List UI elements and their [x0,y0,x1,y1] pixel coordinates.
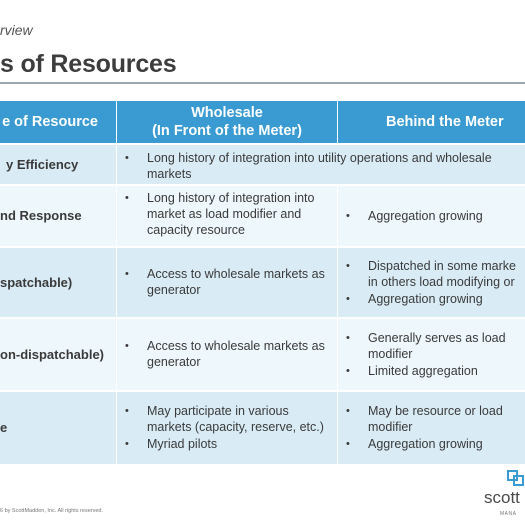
logo-wordmark: scott [484,488,520,507]
bullet-icon: • [346,405,350,417]
bullet-icon: • [125,192,129,204]
header-wholesale: Wholesale (In Front of the Meter) [117,101,337,143]
list-item: • Limited aggregation [346,363,478,378]
bullet-icon: • [125,268,129,280]
list-item: • Dispatched in some marke in others load modifying or [346,259,516,289]
bullet-icon: • [346,438,350,450]
cell-non-dispatchable-btm [338,319,525,390]
cell-non-dispatchable-wholesale [117,319,337,390]
row-label-dispatchable: spatchable) [0,248,116,317]
row-label-other: e [0,392,116,464]
logo-tagline: MANA [500,511,517,517]
list-item: • Generally serves as load modifier [346,330,506,361]
list-item: • Myriad pilots [125,437,218,451]
list-item: • Aggregation growing [346,437,483,451]
cell-dispatchable-wholesale [117,248,337,317]
bullet-icon: • [125,340,129,352]
list-item: • Access to wholesale markets as generator [125,267,325,297]
row-label-non-dispatchable: on-dispatchable) [0,319,116,390]
list-item: • Aggregation growing [346,292,483,306]
bullet-icon: • [125,405,129,417]
section-subtitle: rview [0,22,33,38]
copyright-footer: 6 by ScottMadden, Inc. All rights reserved. [0,508,104,514]
cell-other-btm [338,392,525,464]
header-type-of-resource: e of Resource [0,101,116,143]
bullet-icon: • [346,364,350,377]
bullet-icon: • [346,209,350,222]
list-item: • Access to wholesale markets as generator [125,339,325,369]
slide-title: s of Resources [0,50,177,78]
logo-mark-icon [484,470,525,490]
title-divider [0,82,525,84]
cell-dispatchable-btm [338,248,525,317]
cell-other-wholesale [117,392,337,464]
list-item: • May be resource or load modifier [346,404,503,434]
bullet-icon: • [125,438,129,450]
cell-demand-response-wholesale [117,186,337,246]
cell-demand-response-btm [338,186,525,246]
bullet-icon: • [346,331,350,344]
bullet-icon: • [125,152,129,164]
header-behind-the-meter: Behind the Meter [338,101,525,143]
list-item: • Long history of integration into market as load modifier and capacity resource [125,191,315,237]
row-label-energy-efficiency: y Efficiency [0,145,116,184]
resource-table [0,101,525,464]
list-item: • Aggregation growing [346,208,483,223]
cell-energy-efficiency-wholesale [117,145,525,184]
row-label-demand-response: nd Response [0,186,116,246]
bullet-icon: • [346,293,350,305]
company-logo [484,470,525,520]
list-item: • Long history of integration into utility operations and wholesale markets [125,151,492,181]
bullet-icon: • [346,260,350,272]
list-item: • May participate in various markets (capacity, reserve, etc.) [125,404,324,434]
